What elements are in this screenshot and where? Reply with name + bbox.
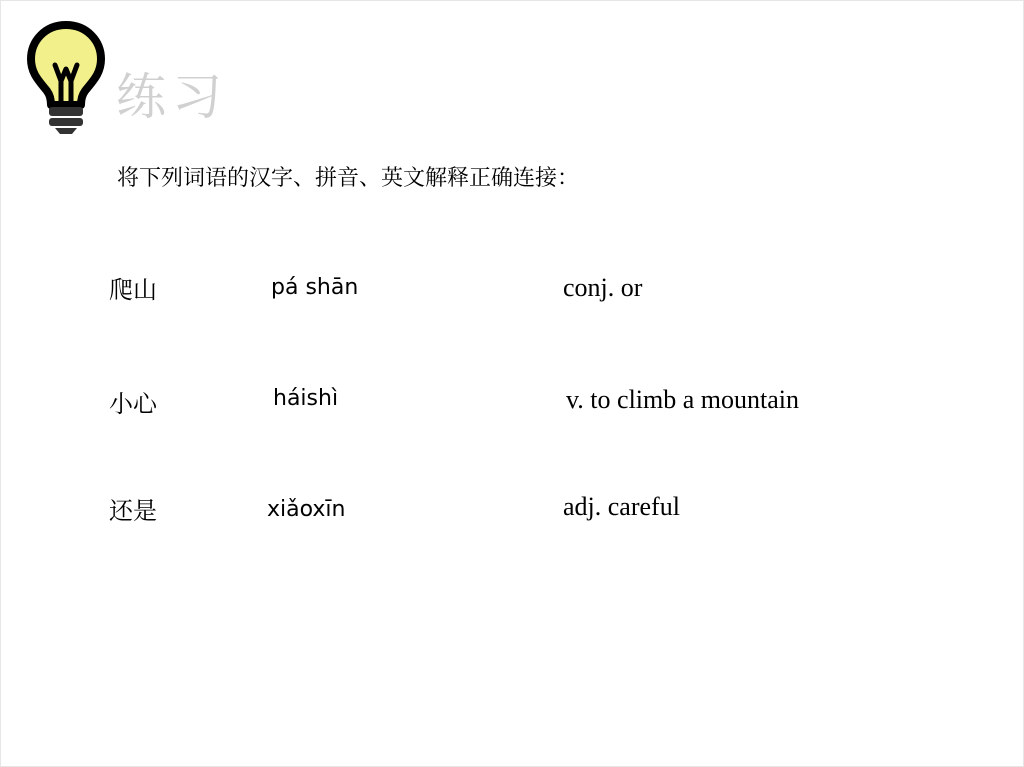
english-definition-2: v. to climb a mountain bbox=[566, 385, 799, 414]
pinyin-word-3: xiǎoxīn bbox=[267, 497, 346, 522]
instruction-text: 将下列词语的汉字、拼音、英文解释正确连接： bbox=[117, 166, 580, 191]
pinyin-word-2: háishì bbox=[273, 386, 339, 411]
english-definition-1: conj. or bbox=[563, 273, 643, 302]
hanzi-word-2: 小心 bbox=[109, 390, 157, 418]
lightbulb-icon bbox=[25, 19, 107, 135]
hanzi-word-3: 还是 bbox=[109, 497, 157, 525]
hanzi-word-1: 爬山 bbox=[109, 276, 157, 304]
pinyin-word-1: pá shān bbox=[271, 275, 359, 300]
english-definition-3: adj. careful bbox=[563, 492, 680, 521]
slide-title: 练习 bbox=[116, 68, 228, 126]
